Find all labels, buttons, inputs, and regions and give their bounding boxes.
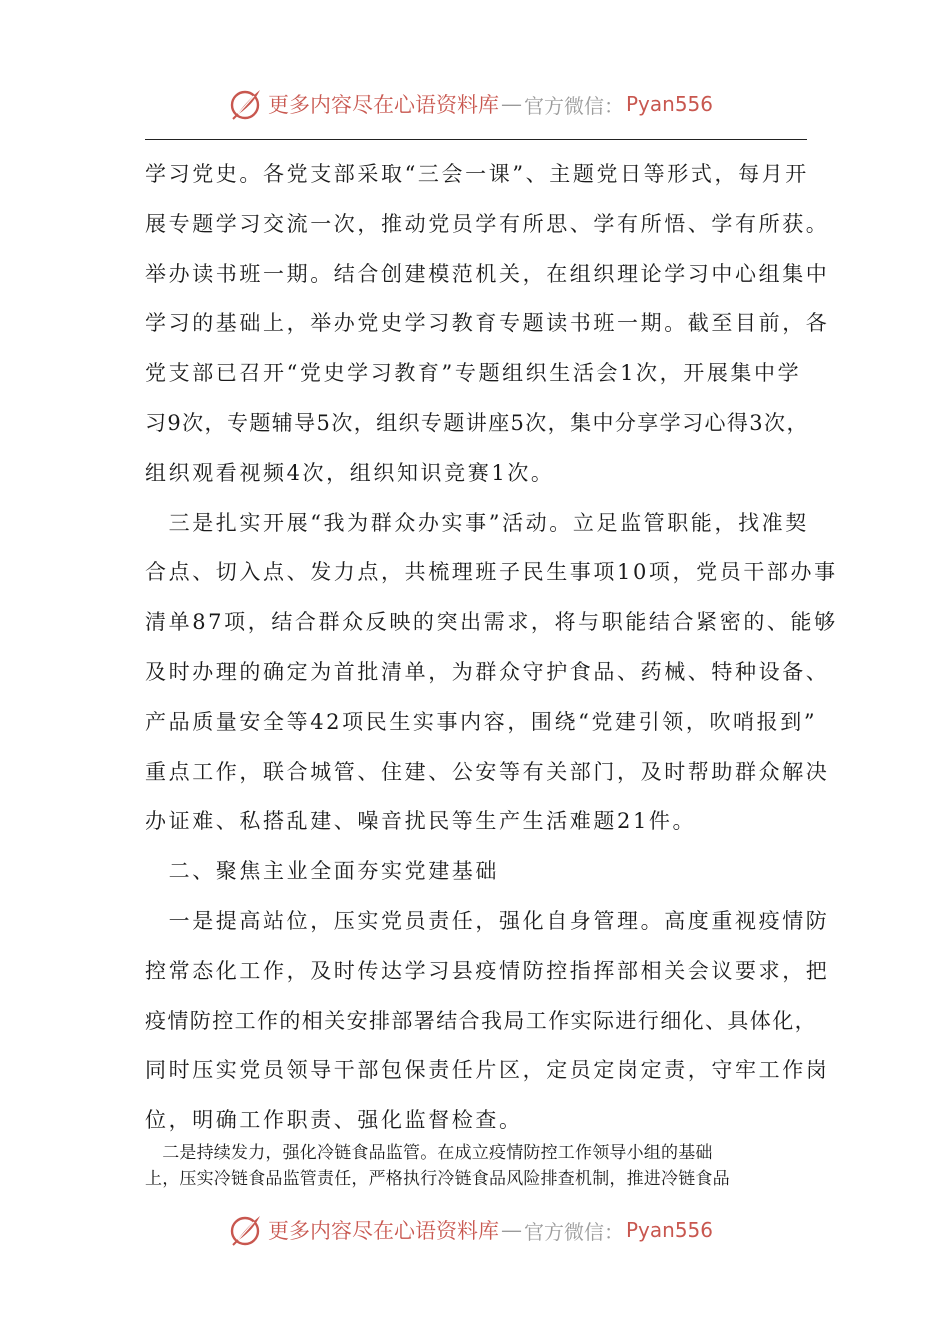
- quill-logo-icon: [228, 86, 264, 122]
- small-body-line: 上，压实冷链食品监管责任，严格执行冷链食品风险排查机制，推进冷链食品: [145, 1169, 730, 1189]
- body-line: 学习党史。各党支部采取“三会一课”、主题党日等形式，每月开: [145, 162, 809, 186]
- watermark-separator: —: [501, 92, 522, 116]
- watermark-site-text: 更多内容尽在心语资料库: [268, 1219, 499, 1243]
- body-line: 习9次，专题辅导5次，组织专题讲座5次，集中分享学习心得3次，: [145, 410, 809, 435]
- watermark-wechat-id: Pyan556: [626, 92, 714, 116]
- section-heading: 二、聚焦主业全面夯实党建基础: [145, 859, 499, 884]
- body-line: 组织观看视频4次，组织知识竞赛1次。: [145, 460, 555, 485]
- document-body: [145, 150, 838, 1146]
- watermark-wechat-id: Pyan556: [626, 1218, 714, 1242]
- footer-watermark: [228, 1212, 748, 1248]
- header-rule: [145, 139, 807, 140]
- watermark-separator: —: [501, 1218, 522, 1242]
- body-line: 展专题学习交流一次，推动党员学有所思、学有所悟、学有所获。: [145, 211, 830, 236]
- body-line: 党支部已召开“党史学习教育”专题组织生活会1次，开展集中学: [145, 361, 802, 386]
- body-line: 控常态化工作，及时传达学习县疫情防控指挥部相关会议要求，把: [145, 958, 830, 983]
- watermark-site-text: 更多内容尽在心语资料库: [268, 93, 499, 117]
- body-line: 一是提高站位，压实党员责任，强化自身管理。高度重视疫情防: [145, 908, 830, 933]
- body-line: 合点、切入点、发力点，共梳理班子民生事项10项，党员干部办事: [145, 560, 838, 585]
- body-line: 同时压实党员领导干部包保责任片区，定员定岗定责，守牢工作岗: [145, 1058, 830, 1083]
- body-line: 及时办理的确定为首批清单，为群众守护食品、药械、特种设备、: [145, 659, 830, 684]
- body-line: 清单87项，结合群众反映的突出需求，将与职能结合紧密的、能够: [145, 610, 838, 635]
- body-line: 学习的基础上，举办党史学习教育专题读书班一期。截至目前，各: [145, 311, 830, 336]
- body-line: 三是扎实开展“我为群众办实事”活动。立足监管职能，找准契: [145, 510, 809, 535]
- body-line: 重点工作，联合城管、住建、公安等有关部门，及时帮助群众解决: [145, 759, 830, 784]
- body-line: 位，明确工作职责、强化监督检查。: [145, 1108, 523, 1133]
- small-body-line: 二是持续发力，强化冷链食品监管。在成立疫情防控工作领导小组的基础: [145, 1143, 713, 1163]
- watermark-label: 官方微信：: [524, 93, 624, 118]
- body-line: 办证难、私搭乱建、噪音扰民等生产生活难题21件。: [145, 809, 697, 834]
- body-line: 产品质量安全等42项民生实事内容，围绕“党建引领，吹哨报到”: [145, 709, 818, 734]
- quill-logo-icon: [228, 1212, 264, 1248]
- header-watermark: [228, 86, 748, 122]
- watermark-label: 官方微信：: [524, 1219, 624, 1244]
- document-small-paragraph: [145, 1140, 807, 1192]
- body-line: 疫情防控工作的相关安排部署结合我局工作实际进行细化、具体化，: [145, 1008, 817, 1033]
- body-line: 举办读书班一期。结合创建模范机关，在组织理论学习中心组集中: [145, 261, 830, 286]
